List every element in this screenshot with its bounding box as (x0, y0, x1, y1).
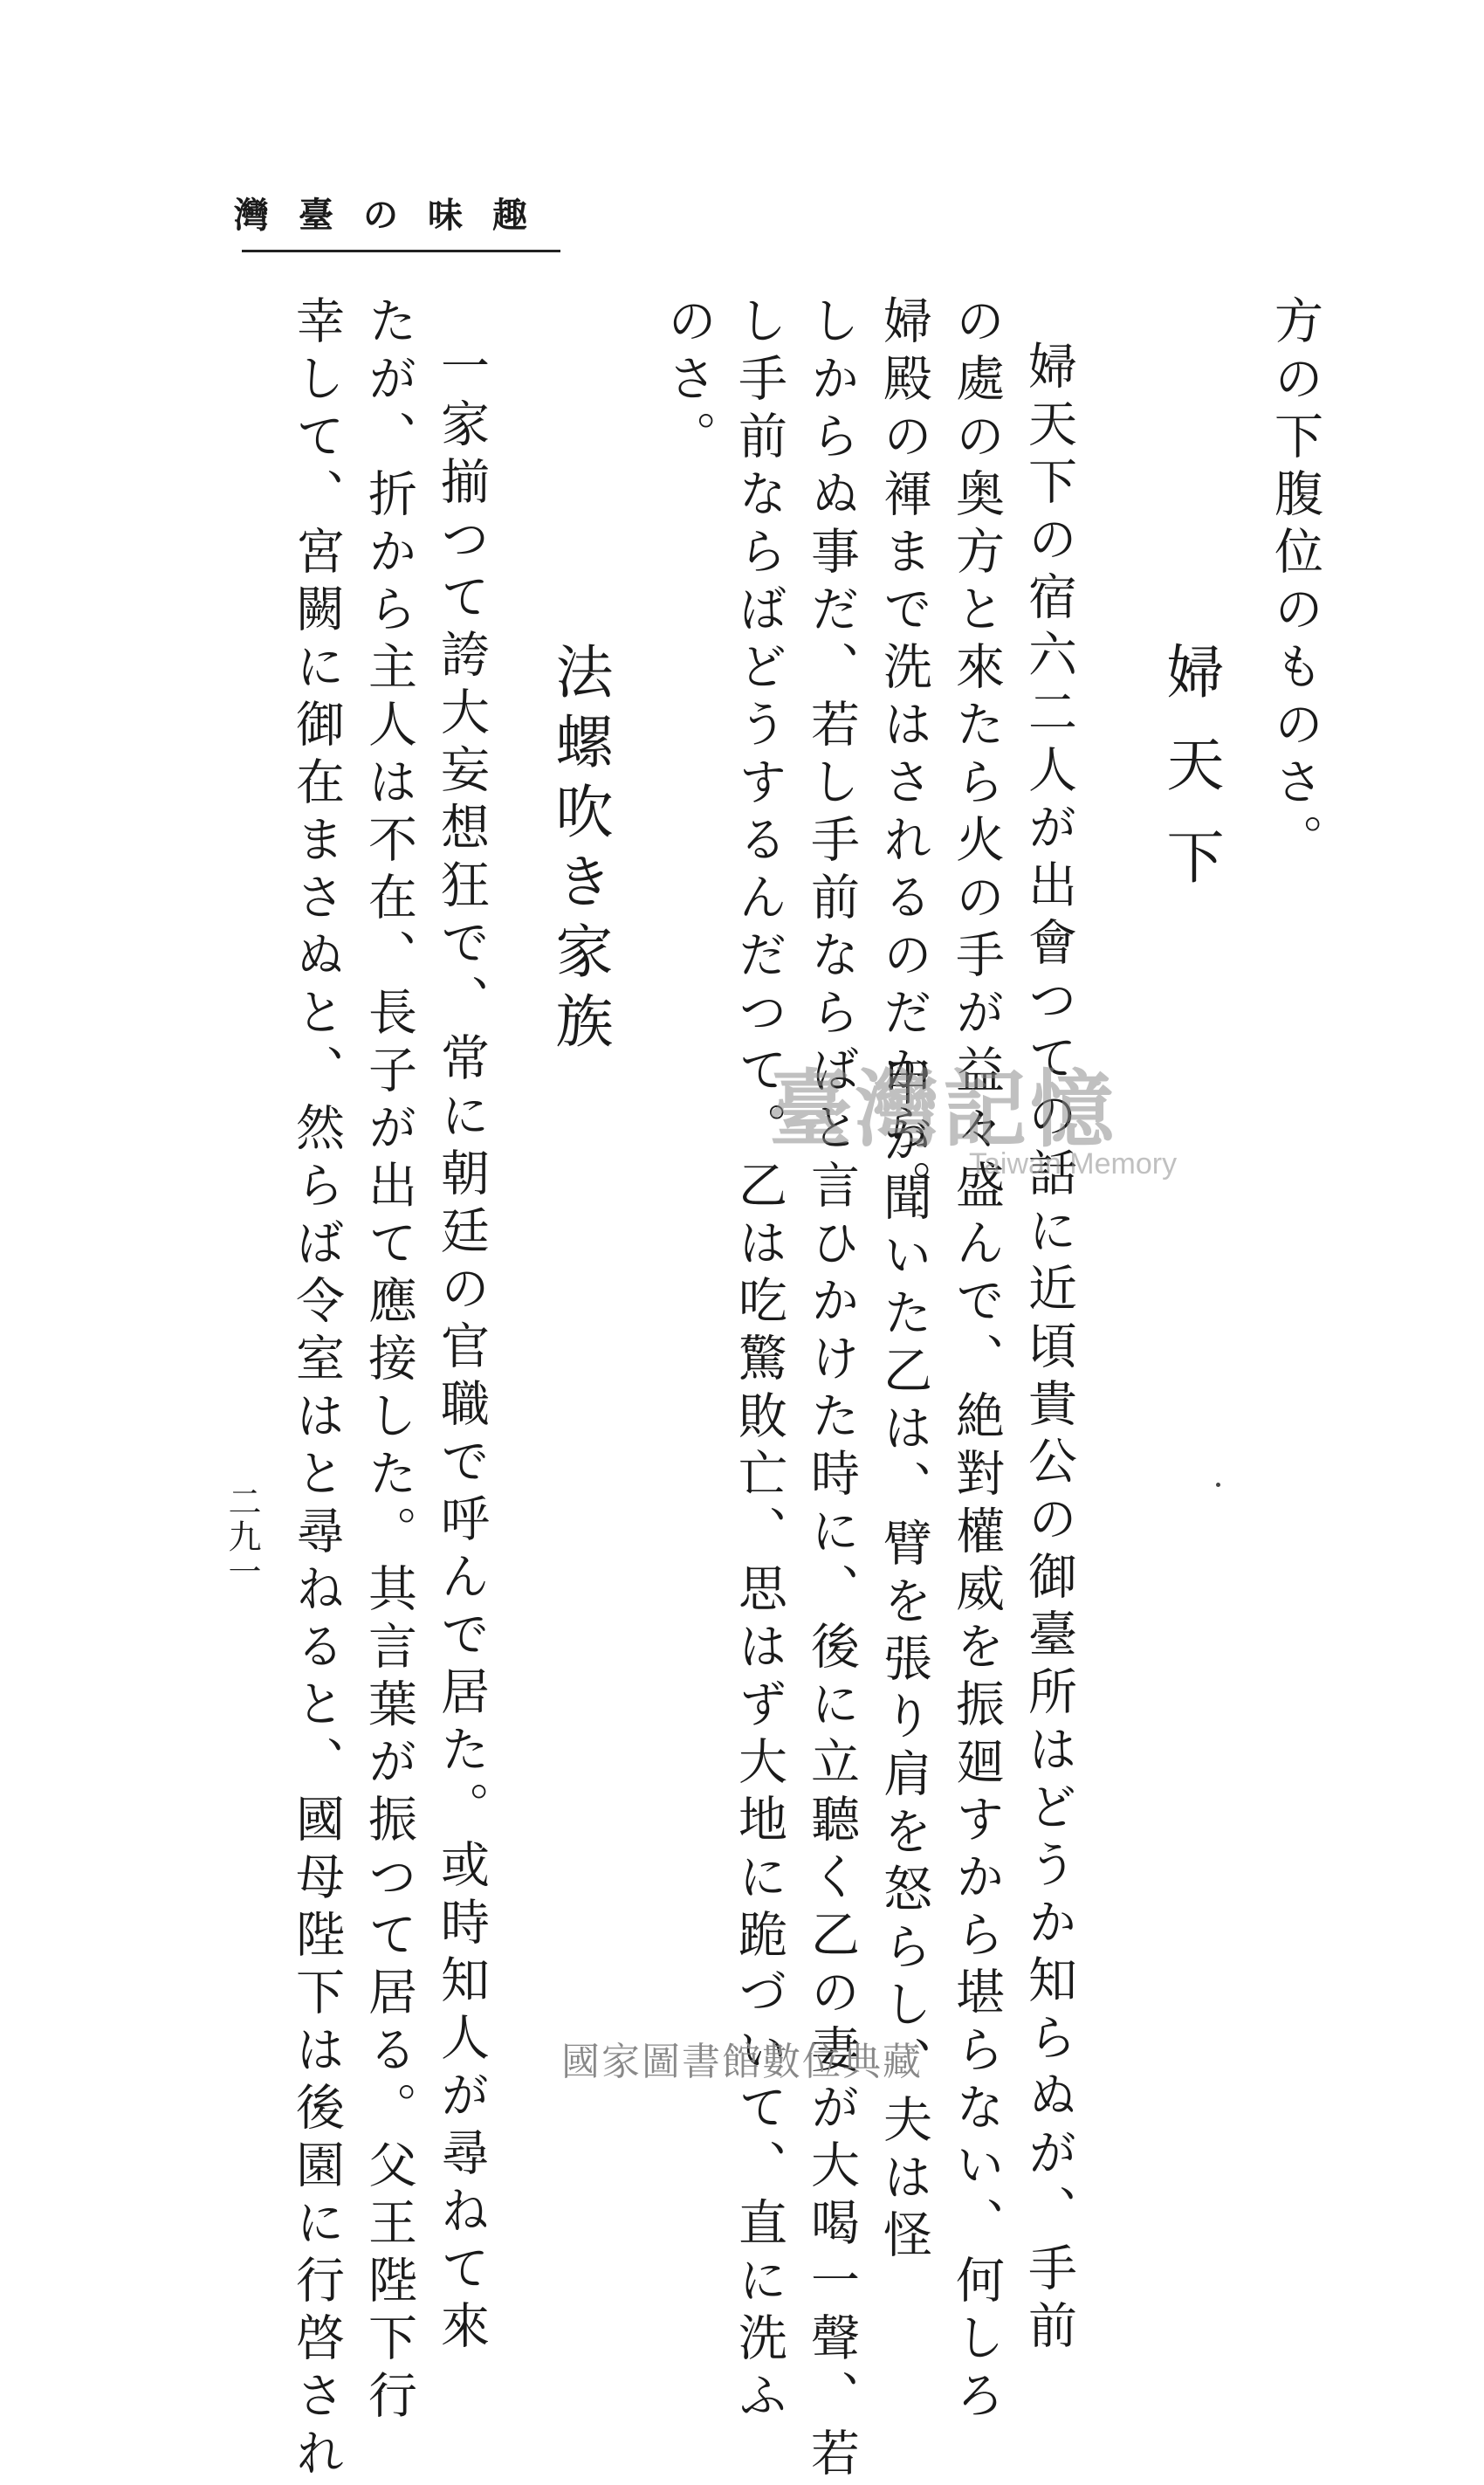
section-heading-1: 婦天下 (1157, 642, 1224, 919)
text-column-2: 婦天下の宿六二人が出會つての話に近頃貴公の御臺所はどうか知らぬが、手前 (1020, 341, 1077, 2358)
text-column-10: 幸して、宮闕に御在まさぬと、然らば令室はと尋ねると、國母陛下は後園に行啓され (288, 295, 345, 2485)
watermark-main: 臺灣記憶 (768, 1060, 1117, 1159)
text-column-3: の處の奥方と來たら火の手が益々盛んで、絶對權威を振廻すから堪らない、何しろ (948, 295, 1005, 2427)
text-column-4: 婦殿の褌まで洗はされるのだから。 (876, 295, 932, 1217)
text-column-6: し手前ならばどうするんだつて。乙は吃驚敗亡、思はず大地に跪づいて、直に洗ふ (731, 295, 787, 2427)
text-column-7: のさ。 (660, 295, 717, 468)
text-column-5: しからぬ事だ、若し手前ならばと言ひかけた時に、後に立聽く乙の妻が大喝一聲、若 (803, 295, 860, 2485)
text-column-8: 一家揃つて誇大妄想狂で、常に朝廷の官職で呼んで居た。或時知人が尋ねて來 (433, 341, 490, 2358)
footer-credit: 國家圖書館數位典藏 (561, 2040, 923, 2084)
watermark-sub: Taiwan Memory (969, 1147, 1178, 1181)
text-column-9: たが、折から主人は不在、長子が出て應接した。其言葉が振つて居る。父王陛下行 (361, 295, 417, 2427)
running-head: 趣味の臺灣 (234, 195, 557, 236)
scan-speck (1216, 1483, 1220, 1487)
watermark (768, 1043, 1177, 1181)
section-heading-2: 法螺吹き家族 (546, 642, 613, 1061)
text-column-1: 方の下腹位のものさ。 (1267, 295, 1323, 871)
text-column-4b: 甲が聞いた乙は、臂を張り肩を怒らし、夫は怪 (876, 1057, 932, 2267)
page-number: 二九一 (223, 1484, 261, 1589)
header-rule (242, 250, 560, 252)
